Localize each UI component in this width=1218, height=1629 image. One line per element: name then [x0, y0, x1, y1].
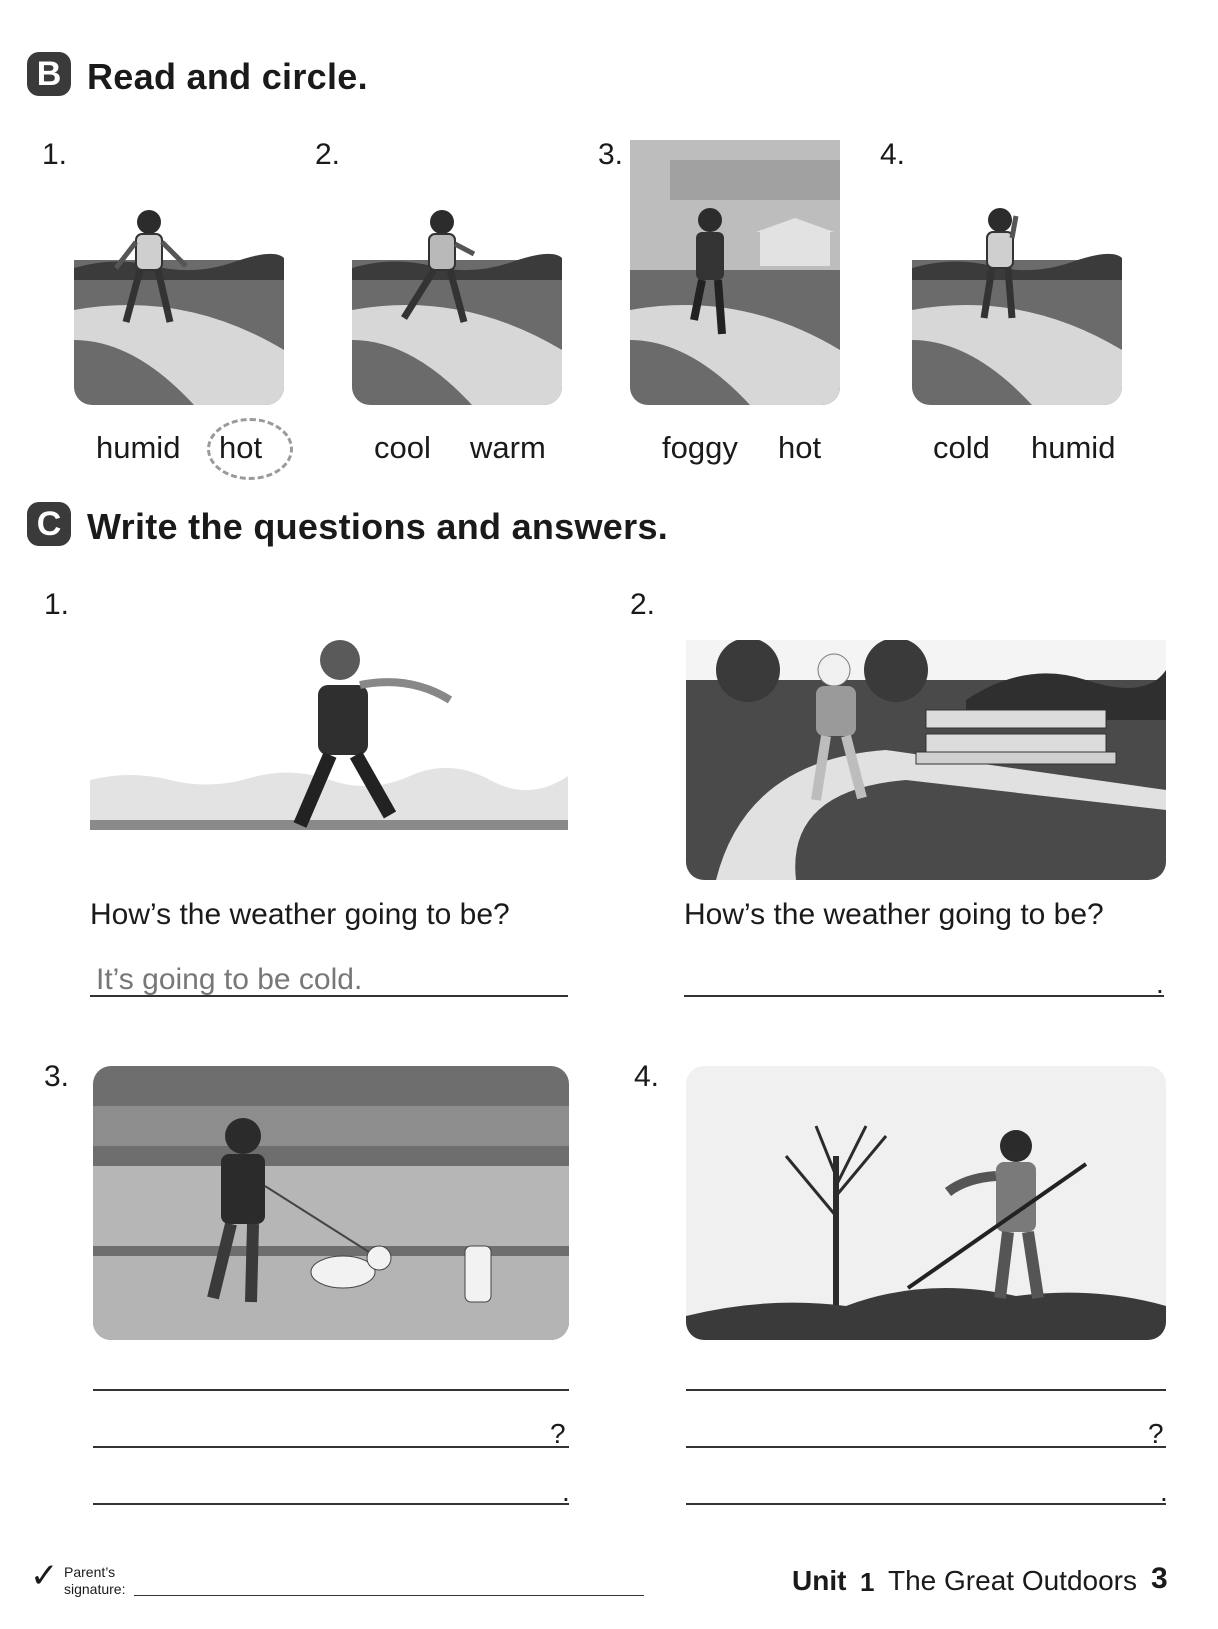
unit-number: 1: [860, 1567, 875, 1597]
c-item-4-picture: [686, 1066, 1166, 1340]
b-item-2-word-1[interactable]: cool: [374, 430, 431, 465]
c-item-3-line-3[interactable]: [93, 1503, 569, 1505]
b-item-4-word-2[interactable]: humid: [1031, 430, 1116, 465]
b-item-3-picture: [630, 140, 840, 405]
c-item-4-line-1[interactable]: [686, 1389, 1166, 1391]
c-item-1-question: How’s the weather going to be?: [90, 898, 510, 931]
c-item-2-number: 2.: [630, 588, 656, 621]
c-item-3-line-1[interactable]: [93, 1389, 569, 1391]
unit-title: The Great Outdoors: [888, 1565, 1138, 1596]
c-item-4-end-mark: .: [1160, 1476, 1168, 1507]
check-icon: ✓: [30, 1556, 59, 1596]
b-item-2-number: 2.: [315, 138, 341, 171]
c-item-2-answer-line[interactable]: [684, 995, 1164, 997]
c-item-4-number: 4.: [634, 1060, 660, 1093]
page-number: 3: [1151, 1562, 1168, 1595]
section-c-letter: C: [36, 504, 62, 543]
c-item-3-line-2[interactable]: [93, 1446, 569, 1448]
c-item-1-answer: It’s going to be cold.: [96, 963, 363, 996]
c-item-2-picture: [686, 640, 1166, 880]
b-item-2-word-2[interactable]: warm: [470, 430, 546, 465]
b-item-1-picture: [74, 200, 284, 405]
c-item-3-question-mark: ?: [550, 1418, 566, 1449]
unit-label: Unit: [792, 1565, 847, 1596]
b-item-1-number: 1.: [42, 138, 68, 171]
c-item-4-question-mark: ?: [1148, 1418, 1164, 1449]
c-item-2-question: How’s the weather going to be?: [684, 898, 1104, 931]
c-item-4-line-3[interactable]: [686, 1503, 1166, 1505]
c-item-4-line-2[interactable]: [686, 1446, 1166, 1448]
section-b-letter: B: [36, 54, 62, 93]
b-item-1-word-1[interactable]: humid: [96, 430, 181, 465]
parent-signature-label-2: signature:: [64, 1581, 126, 1597]
b-item-3-word-2[interactable]: hot: [778, 430, 822, 465]
c-item-2-end-mark: .: [1156, 968, 1164, 999]
b-item-2-picture: [352, 200, 562, 405]
parent-signature-line[interactable]: [134, 1595, 644, 1596]
section-b-title: Read and circle.: [87, 56, 368, 97]
parent-signature-label-1: Parent’s: [64, 1564, 116, 1580]
section-c-title: Write the questions and answers.: [87, 506, 669, 547]
c-item-3-number: 3.: [44, 1060, 70, 1093]
section-c-badge: [27, 502, 71, 546]
b-item-4-word-1[interactable]: cold: [933, 430, 990, 465]
c-item-1-picture: [90, 630, 568, 880]
b-item-1-word-2[interactable]: hot: [219, 430, 263, 465]
c-item-3-end-mark: .: [562, 1476, 570, 1507]
b-item-3-word-1[interactable]: foggy: [662, 430, 738, 465]
b-item-3-number: 3.: [598, 138, 624, 171]
c-item-3-picture: [93, 1066, 569, 1340]
b-item-4-picture: [912, 200, 1122, 405]
b-item-4-number: 4.: [880, 138, 906, 171]
c-item-1-answer-line[interactable]: [90, 995, 568, 997]
c-item-1-number: 1.: [44, 588, 70, 621]
section-b-badge: [27, 52, 71, 96]
